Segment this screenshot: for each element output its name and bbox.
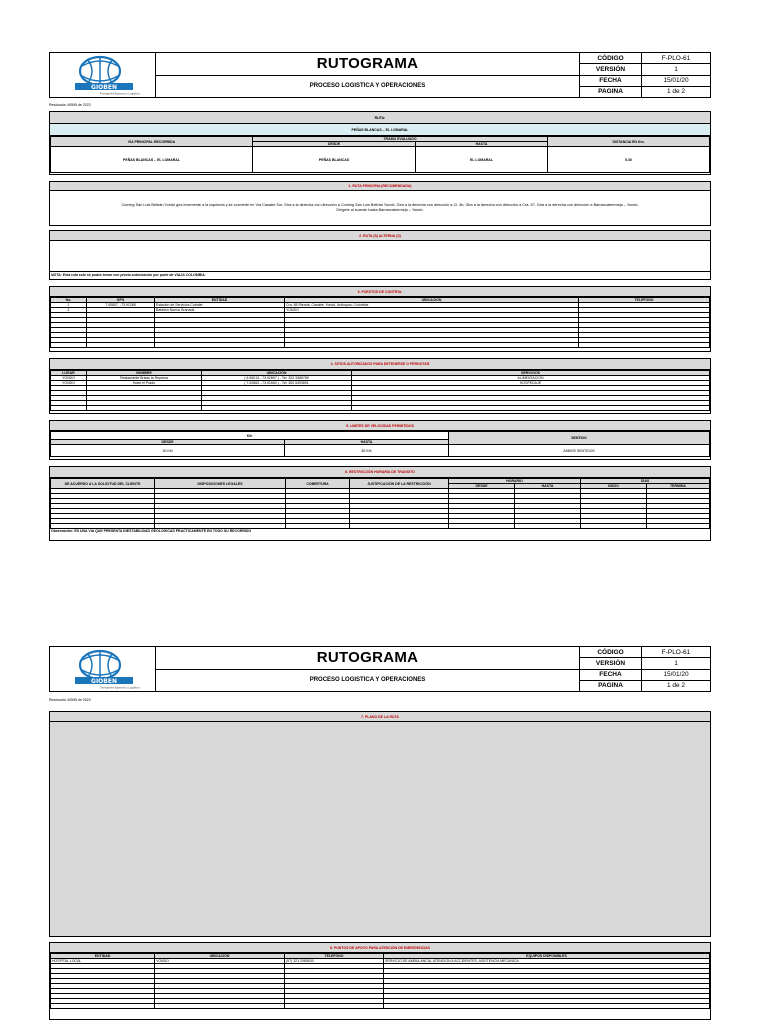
- speed-sentido: AMBOS SENTIDOS: [449, 445, 710, 457]
- meta-key: FECHA: [580, 76, 642, 86]
- col-header: DE ACUERDO A LA SOLICITUD DEL CLIENTE: [51, 479, 155, 489]
- hasta-label: HASTA: [285, 440, 449, 445]
- meta-value: 1: [674, 65, 678, 73]
- section-rest-stops: [49, 358, 711, 414]
- observation-text: Observación: ES UNA VIA QUE PRESENTA INESTABILIDAD GEOLOGICAS PRACTICAMENTE EN TODO SU RECORRIDO: [51, 529, 252, 533]
- svg-text:Transporte Especial y Logístic: Transporte Especial y Logístico: [99, 92, 140, 96]
- svg-text:GIOBEN: GIOBEN: [90, 678, 117, 685]
- col-header: DESDE: [449, 484, 515, 489]
- dist-value: 5.30: [548, 147, 710, 173]
- cell: ( 6.95013, -73.92897 ) - Tel: 322 3386789: [202, 376, 352, 381]
- hasta-value: EL LOMARAL: [416, 147, 548, 173]
- route-name: PEÑAS BLANCAS – EL LOMARAL: [50, 124, 710, 136]
- cell: HOSPEDAJE: [352, 381, 710, 386]
- col-header: UBICACIÓN: [285, 298, 579, 303]
- cell: YONDO: [155, 959, 285, 964]
- cell: 2: [51, 308, 87, 313]
- page2-header: [49, 646, 711, 692]
- section-title: 1. RUTA PRINCIPAL(RECOMENDADA): [50, 182, 710, 191]
- meta-value: 1 de 2: [666, 88, 686, 96]
- section-title: 4. SITIOS AUTORIZADOS PARA DETENERSE O PERNOTAR: [50, 359, 710, 370]
- col-header: TELEFONO: [579, 298, 710, 303]
- meta-key: FECHA: [580, 670, 642, 680]
- section-title: 6. RESTRICCIÓN HORARIA DE TRANSITO: [50, 467, 710, 478]
- cell: YONDO: [285, 308, 579, 313]
- section-title: 7. PLANO DE LA RUTA: [50, 712, 710, 722]
- col-header: DISPOSICIONES LEGALES: [155, 479, 286, 489]
- section-alt-route: [49, 230, 711, 280]
- via-value: PEÑAS BLANCAS – EL LOMARAL: [51, 147, 253, 173]
- section-checkpoints: [49, 286, 711, 352]
- meta-value: 15/01/20: [663, 671, 689, 679]
- col-header: GPS: [87, 298, 155, 303]
- cell: 7.00807, -73.91268: [87, 303, 155, 308]
- col-header: UBICACIÓN: [202, 371, 352, 376]
- section-title: 3. PUESTOS DE CONTROL: [50, 287, 710, 297]
- resolution-text: Resolución 40595 de 2022: [49, 103, 91, 107]
- col-header: TERMINA: [647, 484, 710, 489]
- col-header: HASTA: [515, 484, 581, 489]
- col-header: EQUIPOS DISPONIBLES: [384, 954, 710, 959]
- doc-title: RUTOGRAMA: [156, 647, 579, 670]
- doc-meta: [580, 53, 710, 97]
- speed-desde: 30 KM: [51, 445, 285, 457]
- cell: Hotel el Prado: [87, 381, 202, 386]
- resolution-text: Resolución 40595 de 2022: [49, 698, 91, 702]
- cell: YONDO: [51, 376, 87, 381]
- kmh-label: K/h: [51, 432, 449, 440]
- col-header: COBERTURA: [286, 479, 350, 489]
- route-label: RUTA:: [50, 112, 710, 124]
- section-title: 2. RUTA (S) ALTERNA (S): [50, 231, 710, 241]
- cell: ALIMENTACION: [352, 376, 710, 381]
- col-header: INICIO: [581, 484, 647, 489]
- cell: (57) 321 2085630: [285, 959, 384, 964]
- col-header: SERVICIOS: [352, 371, 710, 376]
- company-logo: [50, 647, 156, 691]
- desde-value: PEÑAS BLANCAS: [253, 147, 416, 173]
- col-header: UBICACIÓN: [155, 954, 285, 959]
- cell: YONDO: [51, 381, 87, 386]
- col-header: No.: [51, 298, 87, 303]
- cell: Batallón Nueva Granada: [155, 308, 285, 313]
- col-header: ENTIDAD: [51, 954, 155, 959]
- meta-key: VERSIÓN: [580, 658, 642, 668]
- col-tramo: TRAMO EVALUADO: [253, 137, 548, 142]
- route-box: [49, 111, 711, 175]
- meta-key: VERSIÓN: [580, 64, 642, 74]
- section-emergency-support: [49, 942, 711, 1020]
- route-description: Coming San Luis Beltrán Yondó gira levemente a la izquierda y se convierte en Vía Casabe Sur, Gira a la derecha con dirección a Coming San Luis Beltrán Yondó, Gira a la derecha con dirección a Cl. 4b, Gira a la derecha con dirección a Cra. 57, Gira a la derecha con dirección a Barrancabermeja – Yondó,: [121, 203, 639, 207]
- speed-hasta: 80 KM: [285, 445, 449, 457]
- horario-header: HORARIO: [449, 479, 581, 484]
- section-title: 8. PUNTOS DE APOYO PARA ATENCIÓN DE EMERGENCIAS: [50, 943, 710, 953]
- svg-text:Transporte Especial y Logístic: Transporte Especial y Logístico: [99, 686, 140, 690]
- col-header: NOMBRE: [87, 371, 202, 376]
- col-hasta: HASTA: [416, 142, 548, 147]
- col-header: LUGAR: [51, 371, 87, 376]
- doc-subtitle: PROCESO LOGISTICA Y OPERACIONES: [309, 83, 426, 90]
- desde-label: DESDE: [51, 440, 285, 445]
- alt-route-note: NOTA: Esta ruta solo se podrá tomar con previa autorización por parte de VIAJA COLOMBIA.: [51, 273, 206, 277]
- route-description-end: Dirígete al sureste hasta Barrancabermeja – Yondó.: [336, 208, 424, 212]
- cell: Estación de Servicios Cubalet: [155, 303, 285, 308]
- cell: Cra. 65 Rienda, Casabe, Yondó, Antioquia, Colombia: [285, 303, 579, 308]
- col-header: ENTIDAD: [155, 298, 285, 303]
- doc-meta: [580, 647, 710, 691]
- doc-subtitle: PROCESO LOGISTICA Y OPERACIONES: [309, 677, 426, 684]
- col-desde: DESDE: [253, 142, 416, 147]
- col-via: VÍA PRINCIPAL RECORRIDA: [51, 137, 253, 147]
- company-logo: [50, 53, 156, 97]
- meta-value: 1 de 2: [666, 682, 686, 690]
- cell: HOSPITAL LOCAL: [51, 959, 155, 964]
- page1-header: [49, 52, 711, 98]
- col-header: TELEFONO: [285, 954, 384, 959]
- meta-key: CÓDIGO: [580, 647, 642, 657]
- section-route-map: [49, 711, 711, 937]
- section-speed-limits: [49, 420, 711, 460]
- cell: SERVICIO DE AMBULANCIA, ATENCION A ACCIDENTES, ASISTENCIA MECANICA: [384, 959, 710, 964]
- meta-key: PAGINA: [580, 87, 642, 97]
- cell: ( 7.00863, -73.91663 ) - Tel: 300 5493891: [202, 381, 352, 386]
- svg-text:GIOBEN: GIOBEN: [90, 84, 117, 91]
- section-time-restriction: [49, 466, 711, 541]
- meta-value: F-PLO-61: [661, 54, 691, 62]
- cell: Restaurante Brisas la Represa: [87, 376, 202, 381]
- meta-value: 15/01/20: [663, 77, 689, 85]
- section-main-route: [49, 181, 711, 226]
- col-header: JUSTIFICACIÓN DE LA RESTRICCIÓN: [350, 479, 449, 489]
- section-title: 5. LIMITES DE VELOCIDAD PERMITIDOS: [50, 421, 710, 431]
- meta-value: F-PLO-61: [661, 648, 691, 656]
- meta-value: 1: [674, 659, 678, 667]
- meta-key: PAGINA: [580, 681, 642, 691]
- dias-header: DÍAS: [581, 479, 710, 484]
- col-dist: DISTANCIA EN Km.: [548, 137, 710, 147]
- sentido-label: SENTIDO: [449, 432, 710, 445]
- doc-title: RUTOGRAMA: [156, 53, 579, 76]
- cell: 1: [51, 303, 87, 308]
- meta-key: CÓDIGO: [580, 53, 642, 63]
